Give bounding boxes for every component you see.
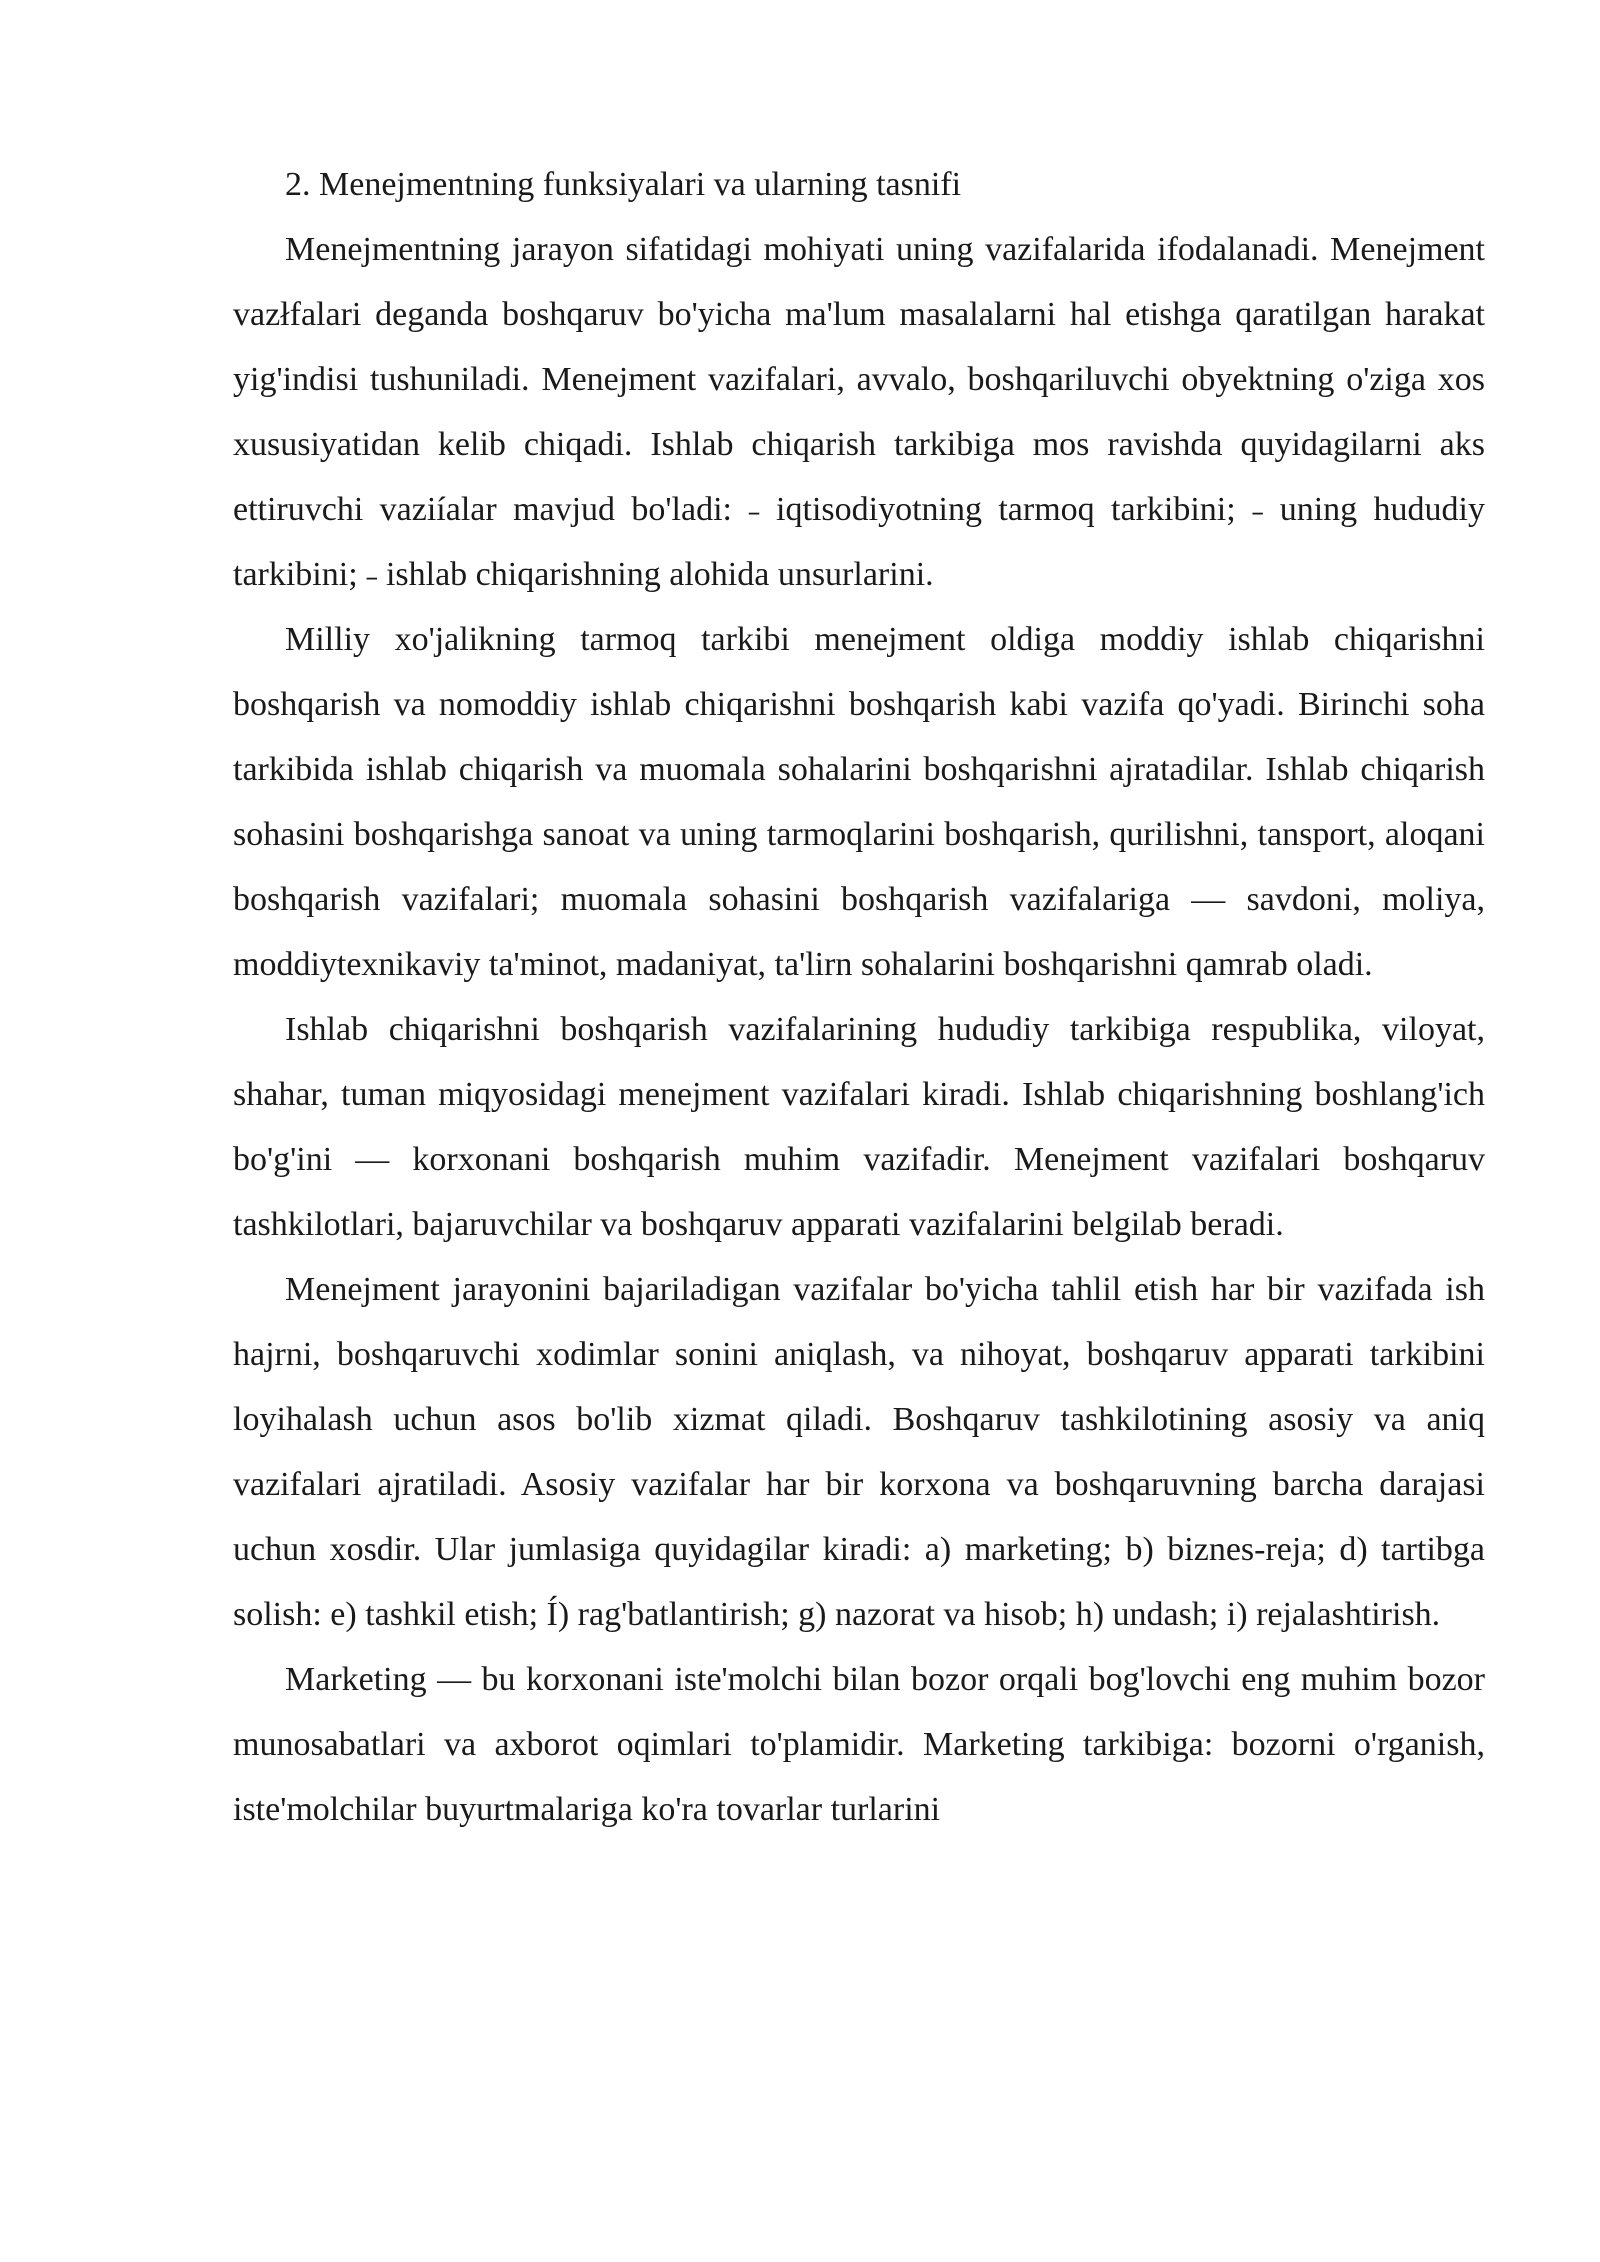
paragraph-2: Milliy xo'jalikning tarmoq tarkibi menejment oldiga moddiy ishlab chiqarishni boshqarish va nomoddiy ishlab chiqarishni boshqarish kabi vazifa qo'yadi. Birinchi soha tarkibida ishlab chiqarish va muomala sohalarini boshqarishni ajratadilar. Ishlab chiqarish sohasini boshqarishga sanoat va uning tarmoqlarini boshqarish, qurilishni, tansport, aloqani boshqarish vazifalari; muomala sohasini boshqarish vazifalariga — savdoni, moliya, moddiytexnikaviy ta'minot, madaniyat, ta'lirn sohalarini boshqarishni qamrab oladi. [233,621,1485,983]
paragraph-3: Ishlab chiqarishni boshqarish vazifalarining hududiy tarkibiga respublika, viloyat, shahar, tuman miqyosidagi menejment vazifalari kiradi. Ishlab chiqarishning boshlang'ich bo'g'ini — korxonani boshqarish muhim vazifadir. Menejment vazifalari boshqaruv tashkilotlari, bajaruvchilar va boshqaruv apparati vazifalarini belgilab beradi. [233,1011,1485,1243]
paragraph-1: Menejmentning jarayon sifatidagi mohiyati uning vazifalarida ifodalanadi. Menejment vazłfalari deganda boshqaruv bo'yicha ma'lum masalalarni hal etishga qaratilgan harakat yig'indisi tushuniladi. Menejment vazifalari, avvalo, boshqariluvchi obyektning o'ziga xos xususiyatidan kelib chiqadi. Ishlab chiqarish tarkibiga mos ravishda quyidagilarni aks ettiruvchi vaziíalar mavjud bo'ladi: ˗ iqtisodiyotning tarmoq tarkibini; ˗ uning hududiy tarkibini; ˗ ishlab chiqarishning alohida unsurlarini. [233,231,1485,593]
paragraph-4: Menejment jarayonini bajariladigan vazifalar bo'yicha tahlil etish har bir vazifada ish hajrni, boshqaruvchi xodimlar sonini aniqlash, va nihoyat, boshqaruv apparati tarkibini loyihalash uchun asos bo'lib xizmat qiladi. Boshqaruv tashkilotining asosiy va aniq vazifalari ajratiladi. Asosiy vazifalar har bir korxona va boshqaruvning barcha darajasi uchun xosdir. Ular jumlasiga quyidagilar kiradi: a) marketing; b) biznes-reja; d) tartibga solish: e) tashkil etish; Í) rag'batlantirish; g) nazorat va hisob; h) undash; i) rejalashtirish. [233,1271,1485,1633]
paragraph-5: Marketing — bu korxonani iste'molchi bilan bozor orqali bog'lovchi eng muhim bozor munosabatlari va axborot oqimlari to'plamidir. Marketing tarkibiga: bozorni o'rganish, iste'molchilar buyurtmalariga ko'ra tovarlar turlarini [233,1661,1485,1828]
section-heading: 2. Menejmentning funksiyalari va ularning tasnifi [285,166,962,203]
document-page [233,152,1485,1842]
